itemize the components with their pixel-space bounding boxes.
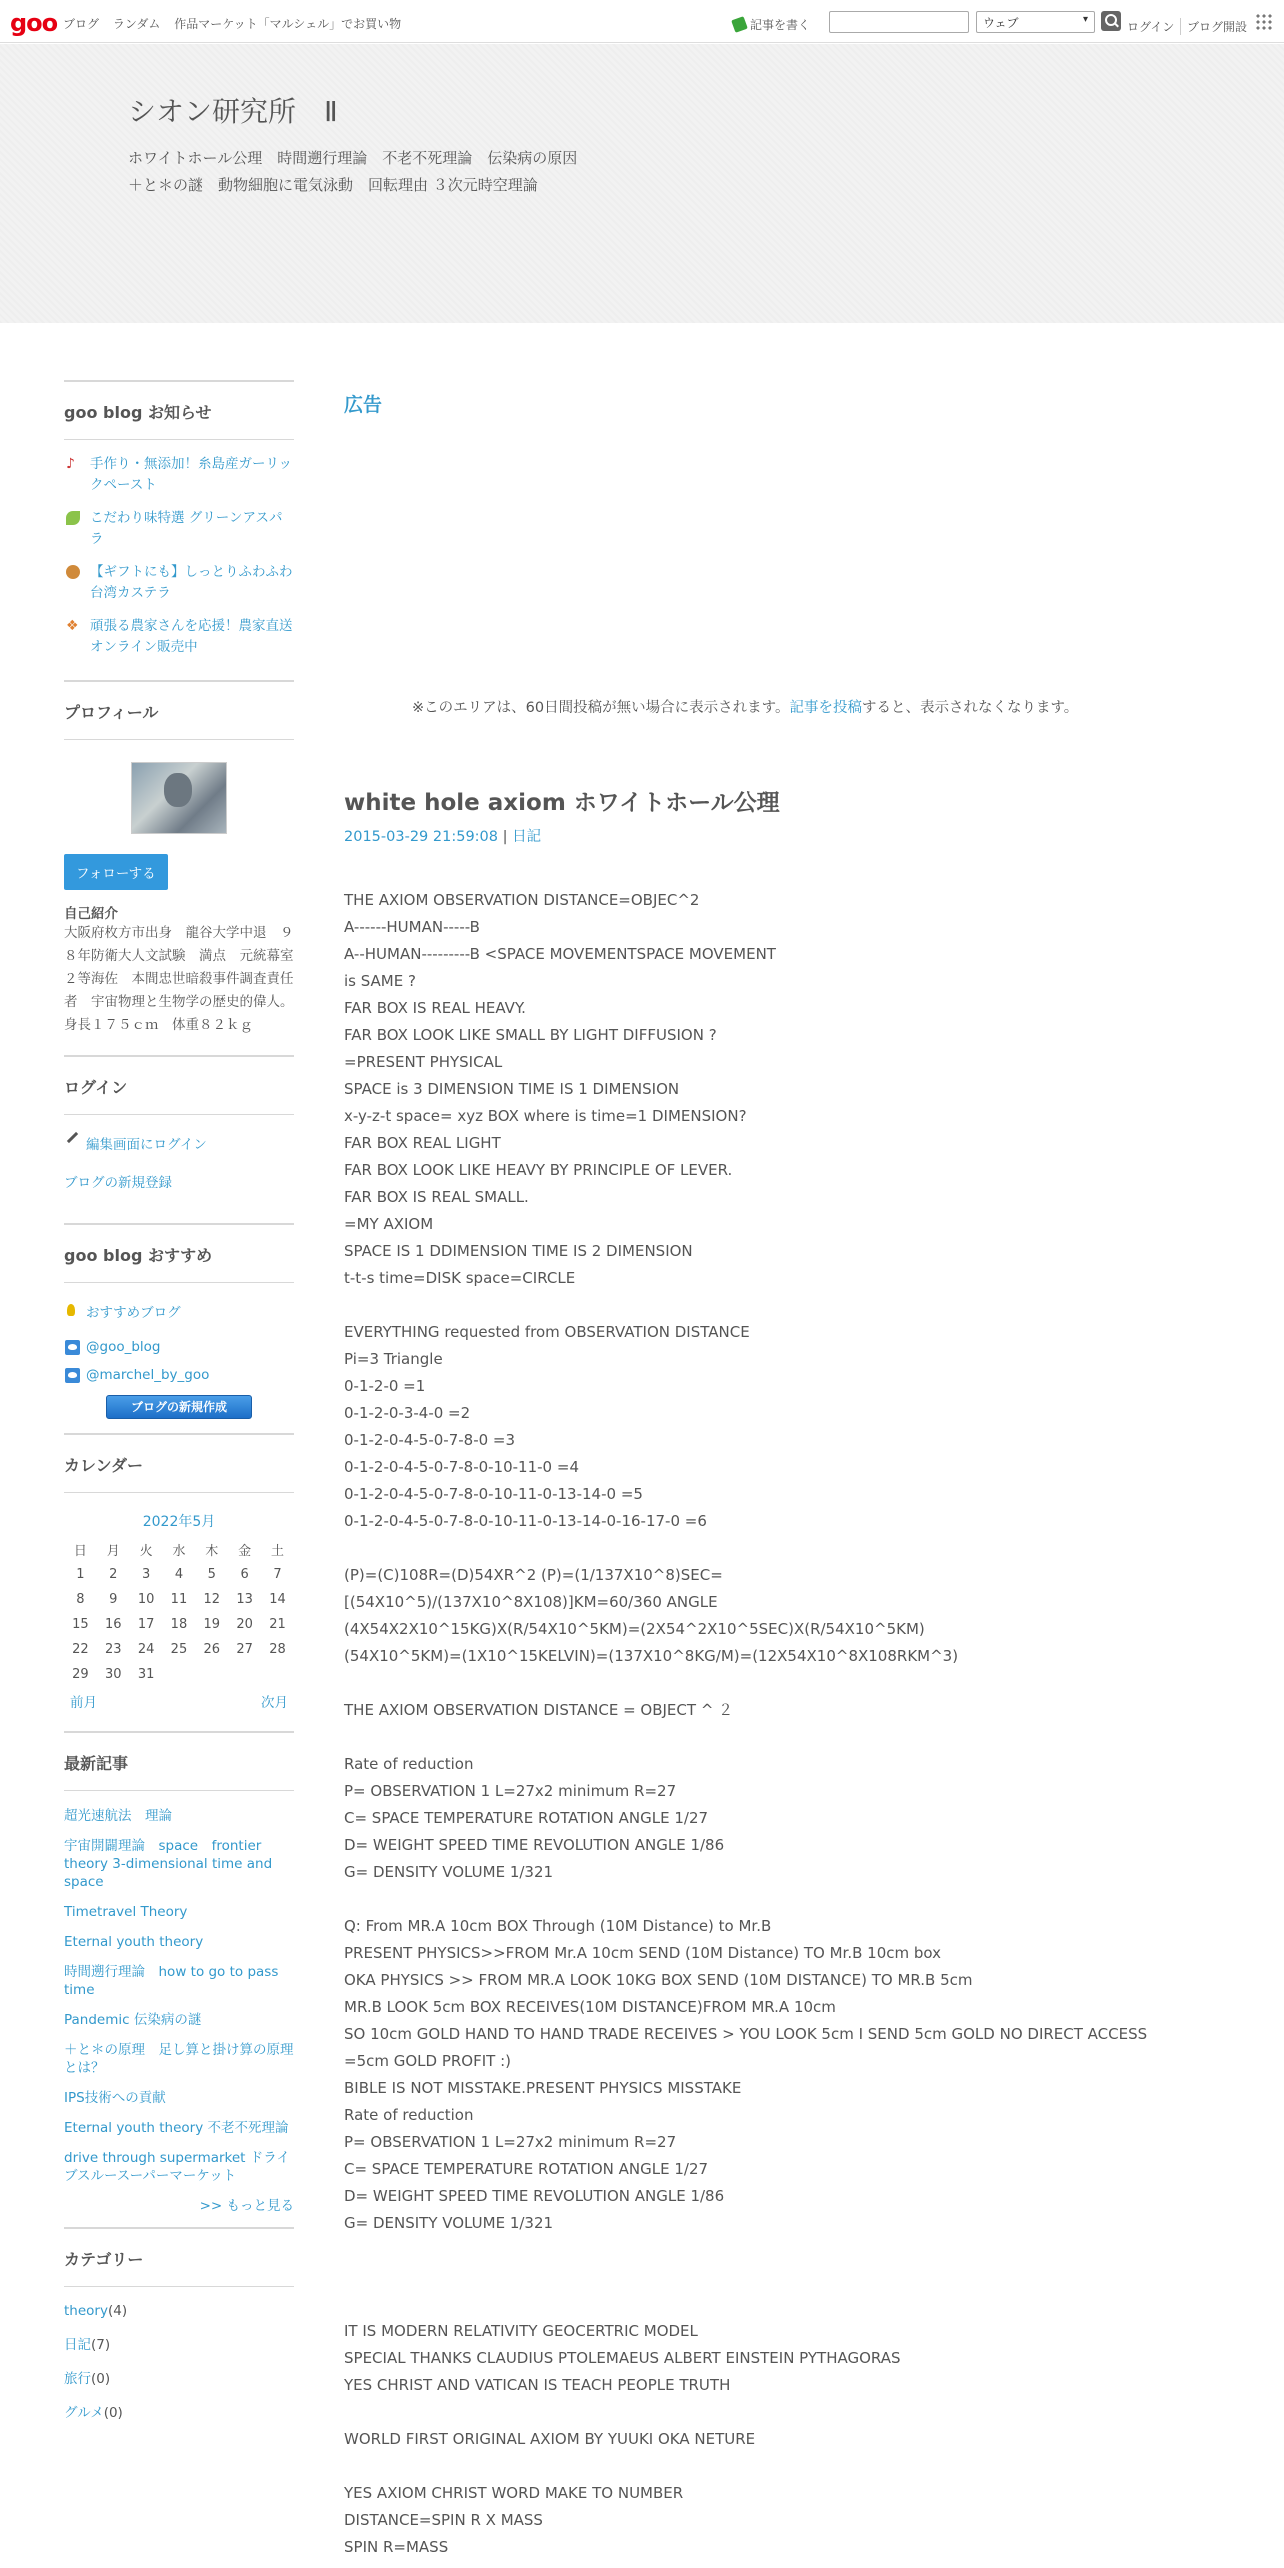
post-body-line: 0-1-2-0-4-5-0-7-8-0-10-11-0 =4	[344, 1458, 579, 1476]
notice-link[interactable]: 【ギフトにも】しっとりふわふわ台湾カステラ	[90, 564, 293, 601]
calendar-day	[228, 1662, 261, 1687]
post-body-line: BIBLE IS NOT MISSTAKE.PRESENT PHYSICS MISSTAKE	[344, 2079, 742, 2097]
notice-list	[64, 440, 294, 680]
search-input[interactable]	[829, 11, 969, 33]
post-body-line: IT IS MODERN RELATIVITY GEOCERTRIC MODEL	[344, 2322, 698, 2340]
category-link[interactable]: グルメ	[64, 2405, 104, 2421]
category-link[interactable]: 旅行	[64, 2371, 91, 2387]
calendar-heading: カレンダー	[64, 1435, 294, 1493]
weekday: 金	[238, 1544, 252, 1559]
calendar-day: 26	[203, 1642, 221, 1657]
top-link-marchel[interactable]: 作品マーケット「マルシェル」でお買い物	[174, 17, 402, 31]
search-icon[interactable]	[1101, 11, 1121, 31]
post-body-line: WORLD FIRST ORIGINAL AXIOM BY YUUKI OKA NETURE	[344, 2430, 756, 2448]
post-body-line: Rate of reduction	[344, 1755, 474, 1773]
main-content	[344, 380, 1184, 2556]
edit-login-link[interactable]: 編集画面にログイン	[86, 1137, 207, 1153]
profile-body	[64, 740, 294, 1055]
recommend-row[interactable]	[64, 1339, 294, 1355]
recent-article-link[interactable]: IPS技術への貢献	[64, 2090, 166, 2106]
recent-article-link[interactable]: ＋と＊の原理 足し算と掛け算の原理とは？	[64, 2042, 294, 2076]
post-body-line: Rate of reduction	[344, 2106, 474, 2124]
calendar-day: 7	[273, 1567, 282, 1582]
post-body-line: is SAME ?	[344, 972, 416, 990]
post-body-line: EVERYTHING requested from OBSERVATION DISTANCE	[344, 1323, 750, 1341]
calendar-day: 25	[170, 1642, 188, 1657]
recent-article-link[interactable]: 宇宙開闢理論 space frontier theory 3-dimensional time and space	[64, 1838, 273, 1890]
post-body	[344, 887, 1184, 2561]
calendar-day: 5	[207, 1567, 216, 1582]
twitter-icon	[65, 1340, 80, 1355]
recent-section	[64, 1731, 294, 2227]
calendar-day: 6	[240, 1567, 249, 1582]
more-articles-link[interactable]: >> もっと見る	[199, 2198, 294, 2214]
category-item	[64, 2401, 294, 2421]
calendar-day: 12	[203, 1592, 221, 1607]
recommend-section	[64, 1223, 294, 1433]
category-list	[64, 2287, 294, 2421]
calendar-day: 29	[72, 1667, 89, 1682]
dog-face-icon	[66, 565, 80, 579]
post-body-line: =MY AXIOM	[344, 1215, 434, 1233]
calendar-day: 17	[137, 1617, 155, 1632]
intro-heading: 自己紹介	[64, 906, 118, 922]
goo-logo[interactable]: goo	[10, 9, 58, 37]
post-body-line: YES AXIOM CHRIST WORD MAKE TO NUMBER	[344, 2484, 684, 2502]
profile-heading: プロフィール	[64, 682, 294, 740]
calendar-day: 11	[170, 1592, 188, 1607]
post-body-line: THE AXIOM OBSERVATION DISTANCE = OBJECT ^ ２	[344, 1701, 734, 1719]
profile-section	[64, 680, 294, 1055]
notice-item[interactable]	[64, 508, 294, 550]
post-body-line	[344, 2453, 1184, 2480]
post-body-line: MR.B LOOK 5cm BOX RECEIVES(10M DISTANCE)FROM MR.A 10cm	[344, 1998, 836, 2016]
calendar-day: 28	[269, 1642, 286, 1657]
post-body-line: P= OBSERVATION 1 L=27x2 minimum R=27	[344, 1782, 677, 1800]
post-body-line	[344, 1292, 1184, 1319]
post-body-line: Q: From MR.A 10cm BOX Through (10M Distance) to Mr.B	[344, 1917, 772, 1935]
post-body-line: [(54X10^5)/(137X10^8X108)]KM=60/360 ANGLE	[344, 1593, 718, 1611]
post-body-line: Pi=3 Triangle	[344, 1350, 443, 1368]
weekday: 月	[106, 1544, 120, 1559]
post-body-line: (54X10^5KM)=(1X10^15KELVIN)=(137X10^8KG/M)=(12X54X10^8X108RKM^3)	[344, 1647, 959, 1665]
category-section	[64, 2227, 294, 2421]
recent-article-link[interactable]: Eternal youth theory 不老不死理論	[64, 2120, 289, 2136]
flower-icon: ❖	[66, 618, 79, 634]
new-blog-button[interactable]: ブログの新規作成	[106, 1395, 252, 1419]
calendar-week	[64, 1562, 294, 1587]
calendar-day: 21	[269, 1617, 286, 1632]
post-category-link[interactable]: 日記	[512, 829, 542, 845]
category-count: (7)	[91, 2337, 111, 2353]
calendar-day: 27	[236, 1642, 253, 1657]
search-scope-value: ウェブ	[983, 16, 1019, 30]
post-body-line	[344, 1535, 1184, 1562]
top-open-blog-link[interactable]: ブログ開設	[1180, 18, 1247, 35]
login-heading: ログイン	[64, 1057, 294, 1115]
post-body-line: G= DENSITY VOLUME 1/321	[344, 2214, 554, 2232]
category-link[interactable]: theory	[64, 2303, 108, 2319]
post-body-line	[344, 1724, 1184, 1751]
weekday: 土	[271, 1544, 285, 1559]
calendar-day: 9	[109, 1592, 118, 1607]
category-link[interactable]: 日記	[64, 2337, 91, 2353]
recent-article-link[interactable]: 超光速航法 理論	[64, 1808, 172, 1824]
post-body-line: FAR BOX IS REAL SMALL.	[344, 1188, 529, 1206]
post-body-line: 0-1-2-0-4-5-0-7-8-0-10-11-0-13-14-0-16-17-0 =6	[344, 1512, 707, 1530]
twitter-icon	[65, 1368, 80, 1383]
post-body-line: A--HUMAN---------B <SPACE MOVEMENTSPACE MOVEMENT	[344, 945, 776, 963]
calendar-day: 19	[203, 1617, 221, 1632]
notice-section	[64, 380, 294, 680]
blog-description-line: ＋と＊の謎 動物細胞に電気泳動 回転理由 ３次元時空理論	[128, 176, 538, 194]
avatar[interactable]	[131, 762, 227, 834]
post-body-line	[344, 2399, 1184, 2426]
pencil-icon	[731, 16, 748, 33]
intro-text: 大阪府枚方市出身 龍谷大学中退 ９８年防衛大人文試験 満点 元統幕室２等海佐 本間忠世暗殺事件調査責任者 宇宙物理と生物学の歴史的偉人。身長１７５ｃｍ 体重８２ｋｇ	[64, 925, 294, 1033]
ad-notice-text: すると、表示されなくなります。	[861, 700, 1079, 716]
calendar-week	[64, 1587, 294, 1612]
post-body-line: t-t-s time=DISK space=CIRCLE	[344, 1269, 576, 1287]
calendar-day: 24	[137, 1642, 155, 1657]
calendar-month[interactable]: 2022年5月	[142, 1514, 216, 1530]
top-links	[63, 15, 411, 32]
notice-item[interactable]	[64, 562, 294, 604]
post-body-line: =PRESENT PHYSICAL	[344, 1053, 503, 1071]
category-count: (4)	[107, 2303, 128, 2319]
calendar-day	[195, 1662, 228, 1687]
calendar-day: 31	[137, 1667, 155, 1682]
twitter-goo-blog-link[interactable]: @goo_blog	[86, 1339, 161, 1355]
calendar-day: 4	[174, 1567, 184, 1582]
register-row[interactable]	[64, 1171, 294, 1191]
post-article-link[interactable]: 記事を投稿	[789, 700, 862, 716]
blog-title[interactable]: シオン研究所 Ⅱ	[128, 95, 338, 128]
calendar-week	[64, 1637, 294, 1662]
pen-icon	[67, 1132, 78, 1143]
calendar-day: 8	[76, 1592, 85, 1607]
calendar-day: 16	[104, 1617, 122, 1632]
calendar-day: 20	[236, 1617, 253, 1632]
post-body-line: D= WEIGHT SPEED TIME REVOLUTION ANGLE 1/86	[344, 1836, 725, 1854]
recent-article-link[interactable]: Pandemic 伝染病の謎	[64, 2012, 202, 2028]
post-body-line	[344, 1886, 1184, 1913]
twitter-marchel-link[interactable]: @marchel_by_goo	[86, 1367, 210, 1383]
post-body-line: SPACE IS 1 DDIMENSION TIME IS 2 DIMENSION	[344, 1242, 693, 1260]
notice-link[interactable]: 頑張る農家さんを応援！農家直送オンライン販売中	[90, 618, 293, 655]
grid-menu-icon[interactable]	[1255, 13, 1273, 31]
post-body-line: SPECIAL THANKS CLAUDIUS PTOLEMAEUS ALBERT EINSTEIN PYTHAGORAS	[344, 2349, 901, 2367]
login-links	[64, 1115, 294, 1223]
recommend-heading: goo blog おすすめ	[64, 1225, 294, 1283]
calendar-day: 22	[72, 1642, 89, 1657]
recommend-row[interactable]	[64, 1301, 294, 1321]
calendar-day: 23	[104, 1642, 122, 1657]
edit-login-row[interactable]	[64, 1133, 294, 1153]
recent-article-link[interactable]: Eternal youth theory	[64, 1934, 204, 1950]
post-body-line: D= WEIGHT SPEED TIME REVOLUTION ANGLE 1/86	[344, 2187, 725, 2205]
login-section	[64, 1055, 294, 1223]
post-body-line: PRESENT PHYSICS>>FROM Mr.A 10cm SEND (10M Distance) TO Mr.B 10cm box	[344, 1944, 941, 1962]
notice-item[interactable]	[64, 454, 294, 496]
notice-link[interactable]: 手作り・無添加！糸島産ガーリックペースト	[90, 456, 292, 493]
post-body-line: 0-1-2-0-4-5-0-7-8-0-10-11-0-13-14-0 =5	[344, 1485, 643, 1503]
post-body-line: FAR BOX REAL LIGHT	[344, 1134, 501, 1152]
search-scope-select[interactable]	[976, 11, 1095, 33]
blog-description	[128, 145, 577, 199]
ad-heading: 広告	[344, 394, 383, 416]
post-body-line: 0-1-2-0-3-4-0 =2	[344, 1404, 471, 1422]
top-bar	[0, 0, 1284, 43]
notice-link[interactable]: こだわり味特選 グリーンアスパラ	[90, 510, 283, 547]
blog-description-line: ホワイトホール公理 時間遡行理論 不老不死理論 伝染病の原因	[128, 149, 578, 167]
post-body-line: A------HUMAN-----B	[344, 918, 480, 936]
post-body-line: C= SPACE TEMPERATURE ROTATION ANGLE 1/27	[344, 1809, 709, 1827]
category-item	[64, 2333, 294, 2353]
top-login-link[interactable]: ログイン	[1127, 20, 1175, 34]
calendar-day: 10	[137, 1592, 155, 1607]
calendar-weekdays	[64, 1537, 294, 1562]
category-item	[64, 2367, 294, 2387]
calendar-nav	[64, 1687, 294, 1721]
post-body-line: (P)=(C)108R=(D)54XR^2 (P)=(1/137X10^8)SEC=	[344, 1566, 723, 1584]
post-body-line	[344, 2264, 1184, 2291]
post-body-line: SPIN R=MASS	[344, 2538, 449, 2556]
sidebar	[64, 380, 294, 2435]
calendar	[64, 1493, 294, 1731]
calendar-day: 14	[269, 1592, 286, 1607]
weekday: 水	[172, 1544, 186, 1559]
calendar-week	[64, 1662, 294, 1687]
weekday: 木	[205, 1544, 219, 1559]
post-body-line: G= DENSITY VOLUME 1/321	[344, 1863, 554, 1881]
category-heading: カテゴリー	[64, 2229, 294, 2287]
post-body-line	[344, 2237, 1184, 2264]
weekday: 火	[139, 1544, 153, 1559]
post-body-line: SO 10cm GOLD HAND TO HAND TRADE RECEIVES > YOU LOOK 5cm I SEND 5cm GOLD NO DIRECT ACCESS	[344, 2025, 1148, 2043]
post-body-line: C= SPACE TEMPERATURE ROTATION ANGLE 1/27	[344, 2160, 709, 2178]
calendar-day: 1	[76, 1567, 85, 1582]
recent-article-link[interactable]: Timetravel Theory	[64, 1904, 188, 1920]
calendar-day: 18	[170, 1617, 188, 1632]
calendar-day: 3	[141, 1567, 151, 1582]
post-body-line: (4X54X2X10^15KG)X(R/54X10^5KM)=(2X54^2X10^5SEC)X(R/54X10^5KM)	[344, 1620, 925, 1638]
calendar-day: 30	[104, 1667, 122, 1682]
post-body-line	[344, 2291, 1184, 2318]
post-body-line: SPACE is 3 DIMENSION TIME IS 1 DIMENSION	[344, 1080, 680, 1098]
post-body-line: FAR BOX IS REAL HEAVY.	[344, 999, 526, 1017]
calendar-section	[64, 1433, 294, 1731]
calendar-week	[64, 1612, 294, 1637]
post-body-line: =5cm GOLD PROFIT :)	[344, 2052, 512, 2070]
post-date-link[interactable]: 2015-03-29 21:59:08	[344, 829, 498, 845]
recommend-row[interactable]	[64, 1367, 294, 1383]
category-count: (0)	[91, 2371, 111, 2387]
post-body-line: THE AXIOM OBSERVATION DISTANCE=OBJEC^2	[344, 891, 700, 909]
recent-article-link[interactable]: drive through supermarket ドライブスルースーパーマーケット	[64, 2150, 290, 2184]
calendar-day: 13	[236, 1592, 253, 1607]
category-item	[64, 2303, 294, 2319]
music-note-icon: ♪	[66, 456, 75, 472]
post-body-line: 0-1-2-0 =1	[344, 1377, 426, 1395]
category-count: (0)	[103, 2405, 123, 2421]
post-body-line: 0-1-2-0-4-5-0-7-8-0 =3	[344, 1431, 516, 1449]
post-body-line	[344, 1670, 1184, 1697]
recommend-links	[64, 1283, 294, 1433]
ad-notice-text: ※このエリアは、60日間投稿が無い場合に表示されます。	[412, 700, 790, 716]
post-body-line: x-y-z-t space= xyz BOX where is time=1 DIMENSION?	[344, 1107, 747, 1125]
post-body-line: DISTANCE=SPIN R X MASS	[344, 2511, 543, 2529]
weekday: 日	[73, 1544, 87, 1559]
register-link[interactable]: ブログの新規登録	[64, 1175, 172, 1191]
next-month-link[interactable]: 次月	[261, 1695, 288, 1711]
recommend-blog-link[interactable]: おすすめブログ	[86, 1305, 181, 1321]
notice-item[interactable]	[64, 616, 294, 658]
post-body-line: FAR BOX LOOK LIKE SMALL BY LIGHT DIFFUSION ?	[344, 1026, 717, 1044]
calendar-day: 15	[72, 1617, 89, 1632]
calendar-day	[163, 1662, 196, 1687]
recent-article-link[interactable]: 時間遡行理論 how to go to pass time	[64, 1964, 279, 1998]
follow-button[interactable]: フォローする	[64, 854, 168, 890]
post-body-line: YES CHRIST AND VATICAN IS TEACH PEOPLE TRUTH	[344, 2376, 731, 2394]
recent-list	[64, 1791, 294, 2227]
post-body-line: P= OBSERVATION 1 L=27x2 minimum R=27	[344, 2133, 677, 2151]
write-article-label: 記事を書く	[750, 18, 811, 32]
prev-month-link[interactable]: 前月	[70, 1695, 97, 1711]
calendar-table	[64, 1537, 294, 1687]
calendar-day	[261, 1662, 294, 1687]
top-link-random[interactable]: ランダム	[112, 17, 161, 31]
post-body-line: OKA PHYSICS >> FROM MR.A LOOK 10KG BOX SEND (10M DISTANCE) TO MR.B 5cm	[344, 1971, 973, 1989]
write-article-link[interactable]	[733, 16, 810, 33]
top-link-blog[interactable]: ブログ	[63, 17, 100, 31]
leaf-icon	[66, 511, 80, 525]
recent-heading: 最新記事	[64, 1733, 294, 1791]
post-body-line: FAR BOX LOOK LIKE HEAVY BY PRINCIPLE OF LEVER.	[344, 1161, 733, 1179]
post-meta: 2015-03-29 21:59:08 | 日記	[344, 829, 542, 845]
chevron-down-icon: ▾	[1082, 14, 1088, 25]
calendar-day: 2	[109, 1567, 118, 1582]
post-title[interactable]: white hole axiom ホワイトホール公理	[344, 790, 780, 816]
blog-header	[0, 44, 1284, 323]
notice-heading: goo blog お知らせ	[64, 382, 294, 440]
lightbulb-icon	[67, 1304, 75, 1316]
ad-notice	[412, 696, 1078, 717]
